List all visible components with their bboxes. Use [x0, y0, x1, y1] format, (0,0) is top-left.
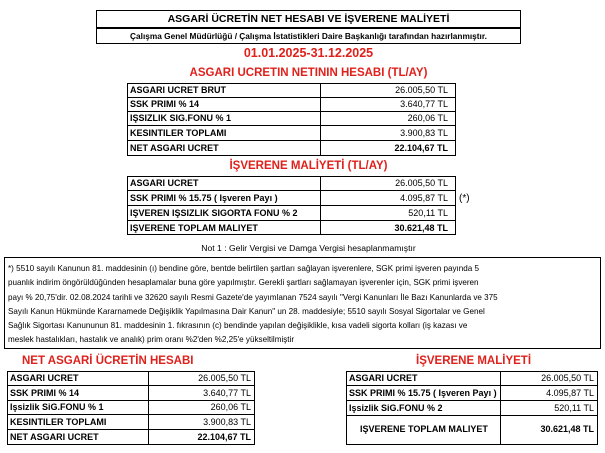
employer-section-heading: İŞVERENE MALİYETİ (TL/AY) [229, 160, 388, 172]
row-divider [127, 111, 456, 112]
footnote-line: Sağlık Sigortası Kanununun 81. maddesinin 1. fıkrasının (c) bendinde yapılan değişiklikle, kısa vadeli sigorta kolları (iş kazası ve [8, 321, 468, 331]
footnote-marker: (*) [459, 193, 470, 204]
row-divider [346, 400, 598, 401]
row-divider [346, 415, 598, 416]
net-row-label: KESİNTİLER TOPLAMI [130, 129, 227, 138]
row-divider [127, 125, 456, 126]
footnote-line: Sayılı Kanun Hükmünde Kararnamede Değişiklik Yapılmasına Dair Kanun" un 28. maddesiyle; 5510 sayılı Sosyal Sigortalar ve Genel [8, 306, 485, 316]
bottom-left-row-value: 3.640,77 TL [203, 389, 251, 398]
employer-row-label: SSK PRİMİ % 15.75 ( İşveren Payı ) [130, 194, 278, 203]
employer-row-label: ASGARİ ÜCRET [130, 179, 199, 188]
row-divider [127, 97, 456, 98]
bottom-left-row-value: 3.900,83 TL [203, 418, 251, 427]
bottom-right-row-value: 520,11 TL [554, 404, 594, 413]
page-subtitle: Çalışma Genel Müdürlüğü / Çalışma İstatistikleri Daire Başkanlığı tarafından hazırlanmıştır. [130, 31, 487, 41]
bottom-left-heading: NET ASGARİ ÜCRETİN HESABI [22, 355, 194, 367]
bottom-left-row-value: 260,06 TL [210, 403, 251, 412]
row-divider [127, 205, 456, 206]
footnote-line: payı % 20,75'dir. 02.08.2024 tarihli ve 32620 sayılı Resmi Gazete'de yayımlanan 7524 sayılı "Vergi Kanunları İle Bazı Kanunlarda ve 375 [8, 292, 498, 302]
row-divider [127, 220, 456, 221]
net-row-label: SSK PRİMİ % 14 [130, 100, 200, 109]
net-row-label: NET ASGARİ ÜCRET [130, 144, 219, 153]
bottom-right-col-divider [500, 371, 501, 445]
row-divider [7, 429, 255, 430]
employer-row-value: 30.621,48 TL [394, 224, 448, 233]
net-row-value: 3.640,77 TL [400, 100, 448, 109]
footnote-text [8, 262, 598, 348]
employer-row-label: İŞVERENE TOPLAM MALİYET [130, 224, 258, 233]
net-col-divider [320, 83, 321, 156]
bottom-left-col-divider [148, 371, 149, 445]
employer-row-value: 26.005,50 TL [395, 179, 448, 188]
net-row-value: 3.900,83 TL [400, 129, 448, 138]
bottom-right-row-label: SSK PRİMİ % 15.75 ( İşveren Payı ) [349, 389, 497, 398]
row-divider [7, 385, 255, 386]
employer-row-value: 4.095,87 TL [400, 194, 448, 203]
row-divider [7, 414, 255, 415]
bottom-left-row-value: 26.005,50 TL [198, 374, 251, 383]
net-section-heading: ASGARI UCRETIN NETININ HESABI (TL/AY) [189, 67, 428, 79]
note-1: Not 1 : Gelir Vergisi ve Damga Vergisi hesaplanmamıştır [201, 243, 416, 253]
bottom-right-row-value: 26.005,50 TL [541, 374, 594, 383]
row-divider [7, 400, 255, 401]
bottom-right-heading: İŞVERENE MALİYETİ [416, 355, 532, 367]
row-divider [346, 385, 598, 386]
row-divider [127, 140, 456, 141]
net-row-label: ASGARİ ÜCRET BRÜT [130, 86, 226, 95]
page-title: ASGARİ ÜCRETİN NET HESABI VE İŞVERENE MALİYETİ [167, 13, 450, 25]
bottom-left-row-label: İşsizlik SiG.FONU % 1 [10, 403, 104, 412]
bottom-right-row-label: İŞVERENE TOPLAM MALİYET [360, 425, 488, 434]
net-row-label: İŞSİZLİK SİG.FONU % 1 [130, 114, 232, 123]
footnote-line: *) 5510 sayılı Kanunun 81. maddesinin (ı) bendine göre, bentde belirtilen şartları sağlayan işverenlere, SGK primi işveren payında 5 [8, 264, 480, 273]
bottom-left-row-label: SSK PRİMİ % 14 [10, 389, 80, 398]
bottom-left-row-label: ASGARİ ÜCRET [10, 374, 79, 383]
bottom-left-row-label: NET ASGARİ ÜCRET [10, 433, 99, 442]
net-row-value: 260,06 TL [407, 114, 448, 123]
bottom-left-row-value: 22.104,67 TL [197, 433, 251, 442]
bottom-left-row-label: KESİNTİLER TOPLAMI [10, 418, 107, 427]
bottom-right-row-label: İşsizlik SiG.FONU % 2 [349, 404, 443, 413]
net-row-value: 26.005,50 TL [395, 86, 448, 95]
net-row-value: 22.104,67 TL [394, 144, 448, 153]
employer-row-value: 520,11 TL [408, 209, 448, 218]
footnote-line: puanlık indirim öngörüldüğünden hesaplamalar buna göre yapılmıştır. Gerekli şartları sağlamayan işverenler için, SGK primi işveren [8, 278, 479, 288]
bottom-right-row-value: 30.621,48 TL [540, 425, 594, 434]
row-divider [127, 190, 456, 191]
bottom-right-row-label: ASGARİ ÜCRET [349, 374, 418, 383]
employer-row-label: İŞVEREN İŞSİZLİK SİGORTA FONU % 2 [130, 209, 298, 218]
bottom-right-row-value: 4.095,87 TL [546, 389, 594, 398]
footnote-line: meslek hastalıkları, hastalık ve analık) prim oranı %2'den %2,25'e yükseltilmiştir [8, 335, 295, 345]
period-label: 01.01.2025-31.12.2025 [243, 46, 374, 60]
